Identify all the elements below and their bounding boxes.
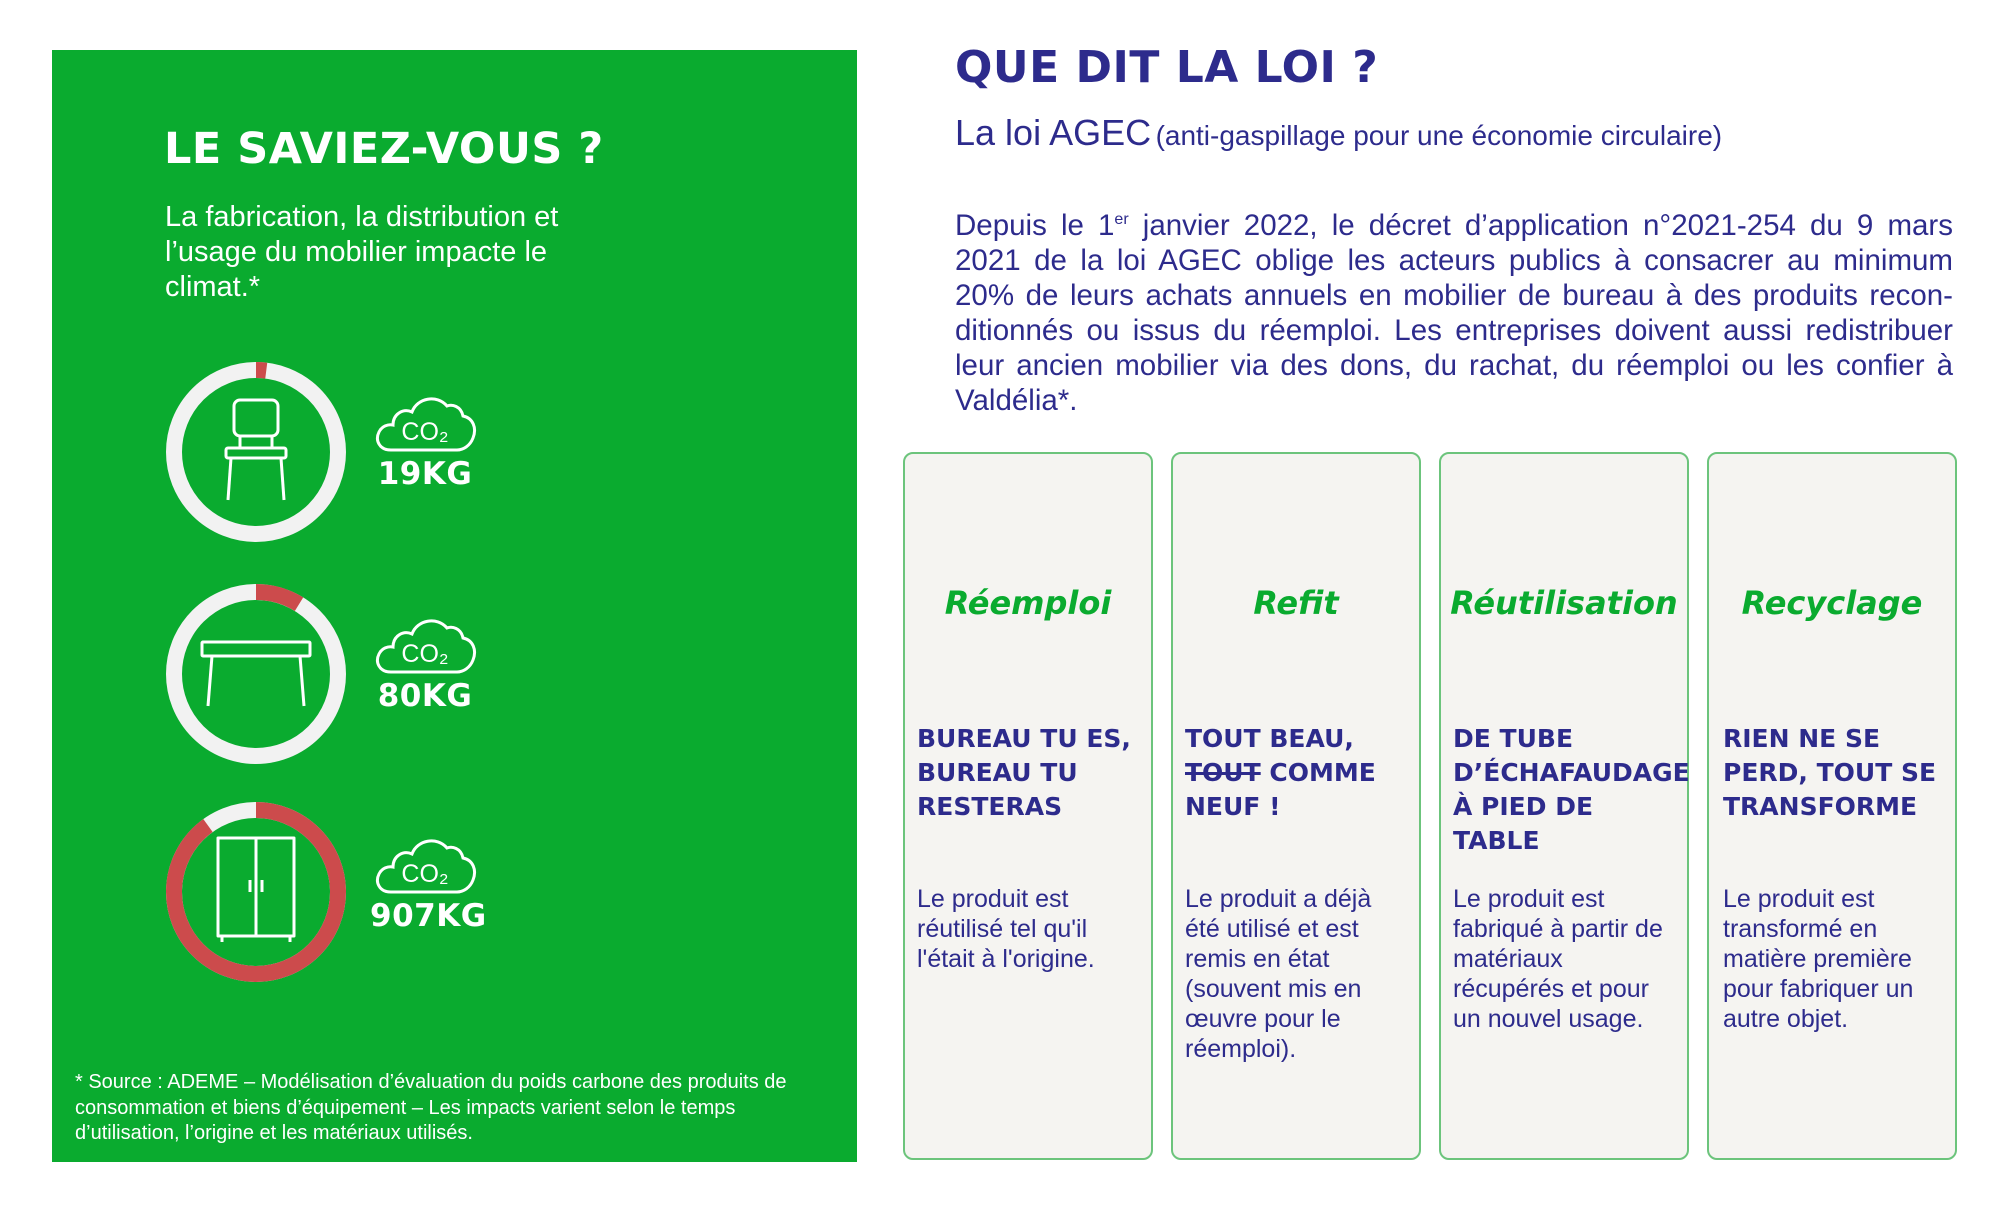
card-name: Réemploi bbox=[944, 584, 1112, 622]
card-description: Le produit est fabriqué à partir de matériaux récupérés et pour un nouvel usage. bbox=[1453, 885, 1663, 1033]
svg-text:CO₂: CO₂ bbox=[401, 860, 449, 888]
card-motto-strike: TOUT bbox=[1185, 758, 1261, 787]
impact-ring bbox=[164, 360, 348, 544]
law-subtitle bbox=[955, 112, 1722, 154]
svg-text:CO₂: CO₂ bbox=[401, 640, 449, 668]
impact-ring bbox=[164, 800, 348, 984]
did-you-know-title: LE SAVIEZ-VOUS ? bbox=[164, 124, 604, 174]
did-you-know-panel bbox=[52, 50, 857, 1162]
co2-weight: 907KG bbox=[370, 898, 487, 934]
law-title: QUE DIT LA LOI ? bbox=[955, 42, 1379, 93]
impact-item-chair bbox=[164, 360, 604, 550]
card-refit bbox=[1171, 452, 1421, 1160]
did-you-know-intro: La fabrication, la distribution et l’usage du mobilier impacte le climat.* bbox=[165, 201, 559, 303]
co2-badge bbox=[370, 830, 487, 934]
card-name: Refit bbox=[1253, 584, 1339, 622]
card-recyclage bbox=[1707, 452, 1957, 1160]
card-name: Recyclage bbox=[1741, 584, 1923, 622]
law-subtitle-paren: (anti-gaspillage pour une économie circulaire) bbox=[1155, 120, 1723, 151]
card-reutilisation bbox=[1439, 452, 1689, 1160]
card-motto-end: COMME NEUF ! bbox=[1185, 758, 1376, 821]
co2-weight: 80KG bbox=[377, 678, 473, 714]
card-motto bbox=[1185, 722, 1413, 824]
card-description: Le produit est réutilisé tel qu'il l'était à l'origine. bbox=[917, 885, 1095, 973]
card-reemploi bbox=[903, 452, 1153, 1160]
impact-item-table bbox=[164, 582, 604, 772]
card-motto: BUREAU TU ES, BUREAU TU RESTERAS bbox=[917, 724, 1131, 821]
co2-badge bbox=[370, 610, 480, 714]
svg-text:CO₂: CO₂ bbox=[401, 418, 449, 446]
source-footnote: * Source : ADEME – Modélisation d’évaluation du poids carbone des produits de consommation et biens d’équipement – Les impacts varient selon le temps d’utilisation, l’origine et les matériaux utilisés. bbox=[75, 1071, 787, 1144]
table-icon bbox=[202, 642, 310, 706]
impact-ring bbox=[164, 582, 348, 766]
card-description: Le produit est transformé en matière première pour fabriquer un autre objet. bbox=[1723, 885, 1914, 1033]
law-body-start: Depuis le 1 bbox=[955, 208, 1115, 242]
card-motto-start: TOUT BEAU, bbox=[1185, 724, 1354, 753]
co2-badge bbox=[370, 388, 480, 492]
law-body-sup: er bbox=[1114, 211, 1129, 228]
chair-icon bbox=[226, 400, 286, 500]
card-description: Le produit a déjà été utilisé et est remis en état (souvent mis en œuvre pour le réemploi). bbox=[1185, 885, 1372, 1063]
co2-cloud-icon bbox=[373, 388, 477, 454]
impact-item-cabinet bbox=[164, 800, 604, 990]
co2-cloud-icon bbox=[373, 830, 477, 896]
card-motto: RIEN NE SE PERD, TOUT SE TRANSFORME bbox=[1723, 724, 1937, 821]
co2-weight: 19KG bbox=[377, 456, 473, 492]
law-subtitle-main: La loi AGEC bbox=[955, 112, 1152, 153]
card-motto: DE TUBE D’ÉCHAFAUDAGE À PIED DE TABLE bbox=[1453, 724, 1690, 855]
card-name: Réutilisation bbox=[1450, 584, 1678, 622]
co2-cloud-icon bbox=[373, 610, 477, 676]
law-body-rest: janvier 2022, le décret d’application n°2021-254 du 9 mars 2021 de la loi AGEC oblige les acteurs publics à consacrer au minimum 20% de leurs achats annuels en mobilier de bureau à des produits reconditionnés ou issus du réemploi. Les entreprises doivent aussi redistribuer leur ancien mobilier via des dons, du rachat, du réemploi ou les confier à Valdélia*. bbox=[955, 208, 1953, 417]
law-body bbox=[955, 202, 1953, 418]
cabinet-icon bbox=[218, 838, 294, 942]
